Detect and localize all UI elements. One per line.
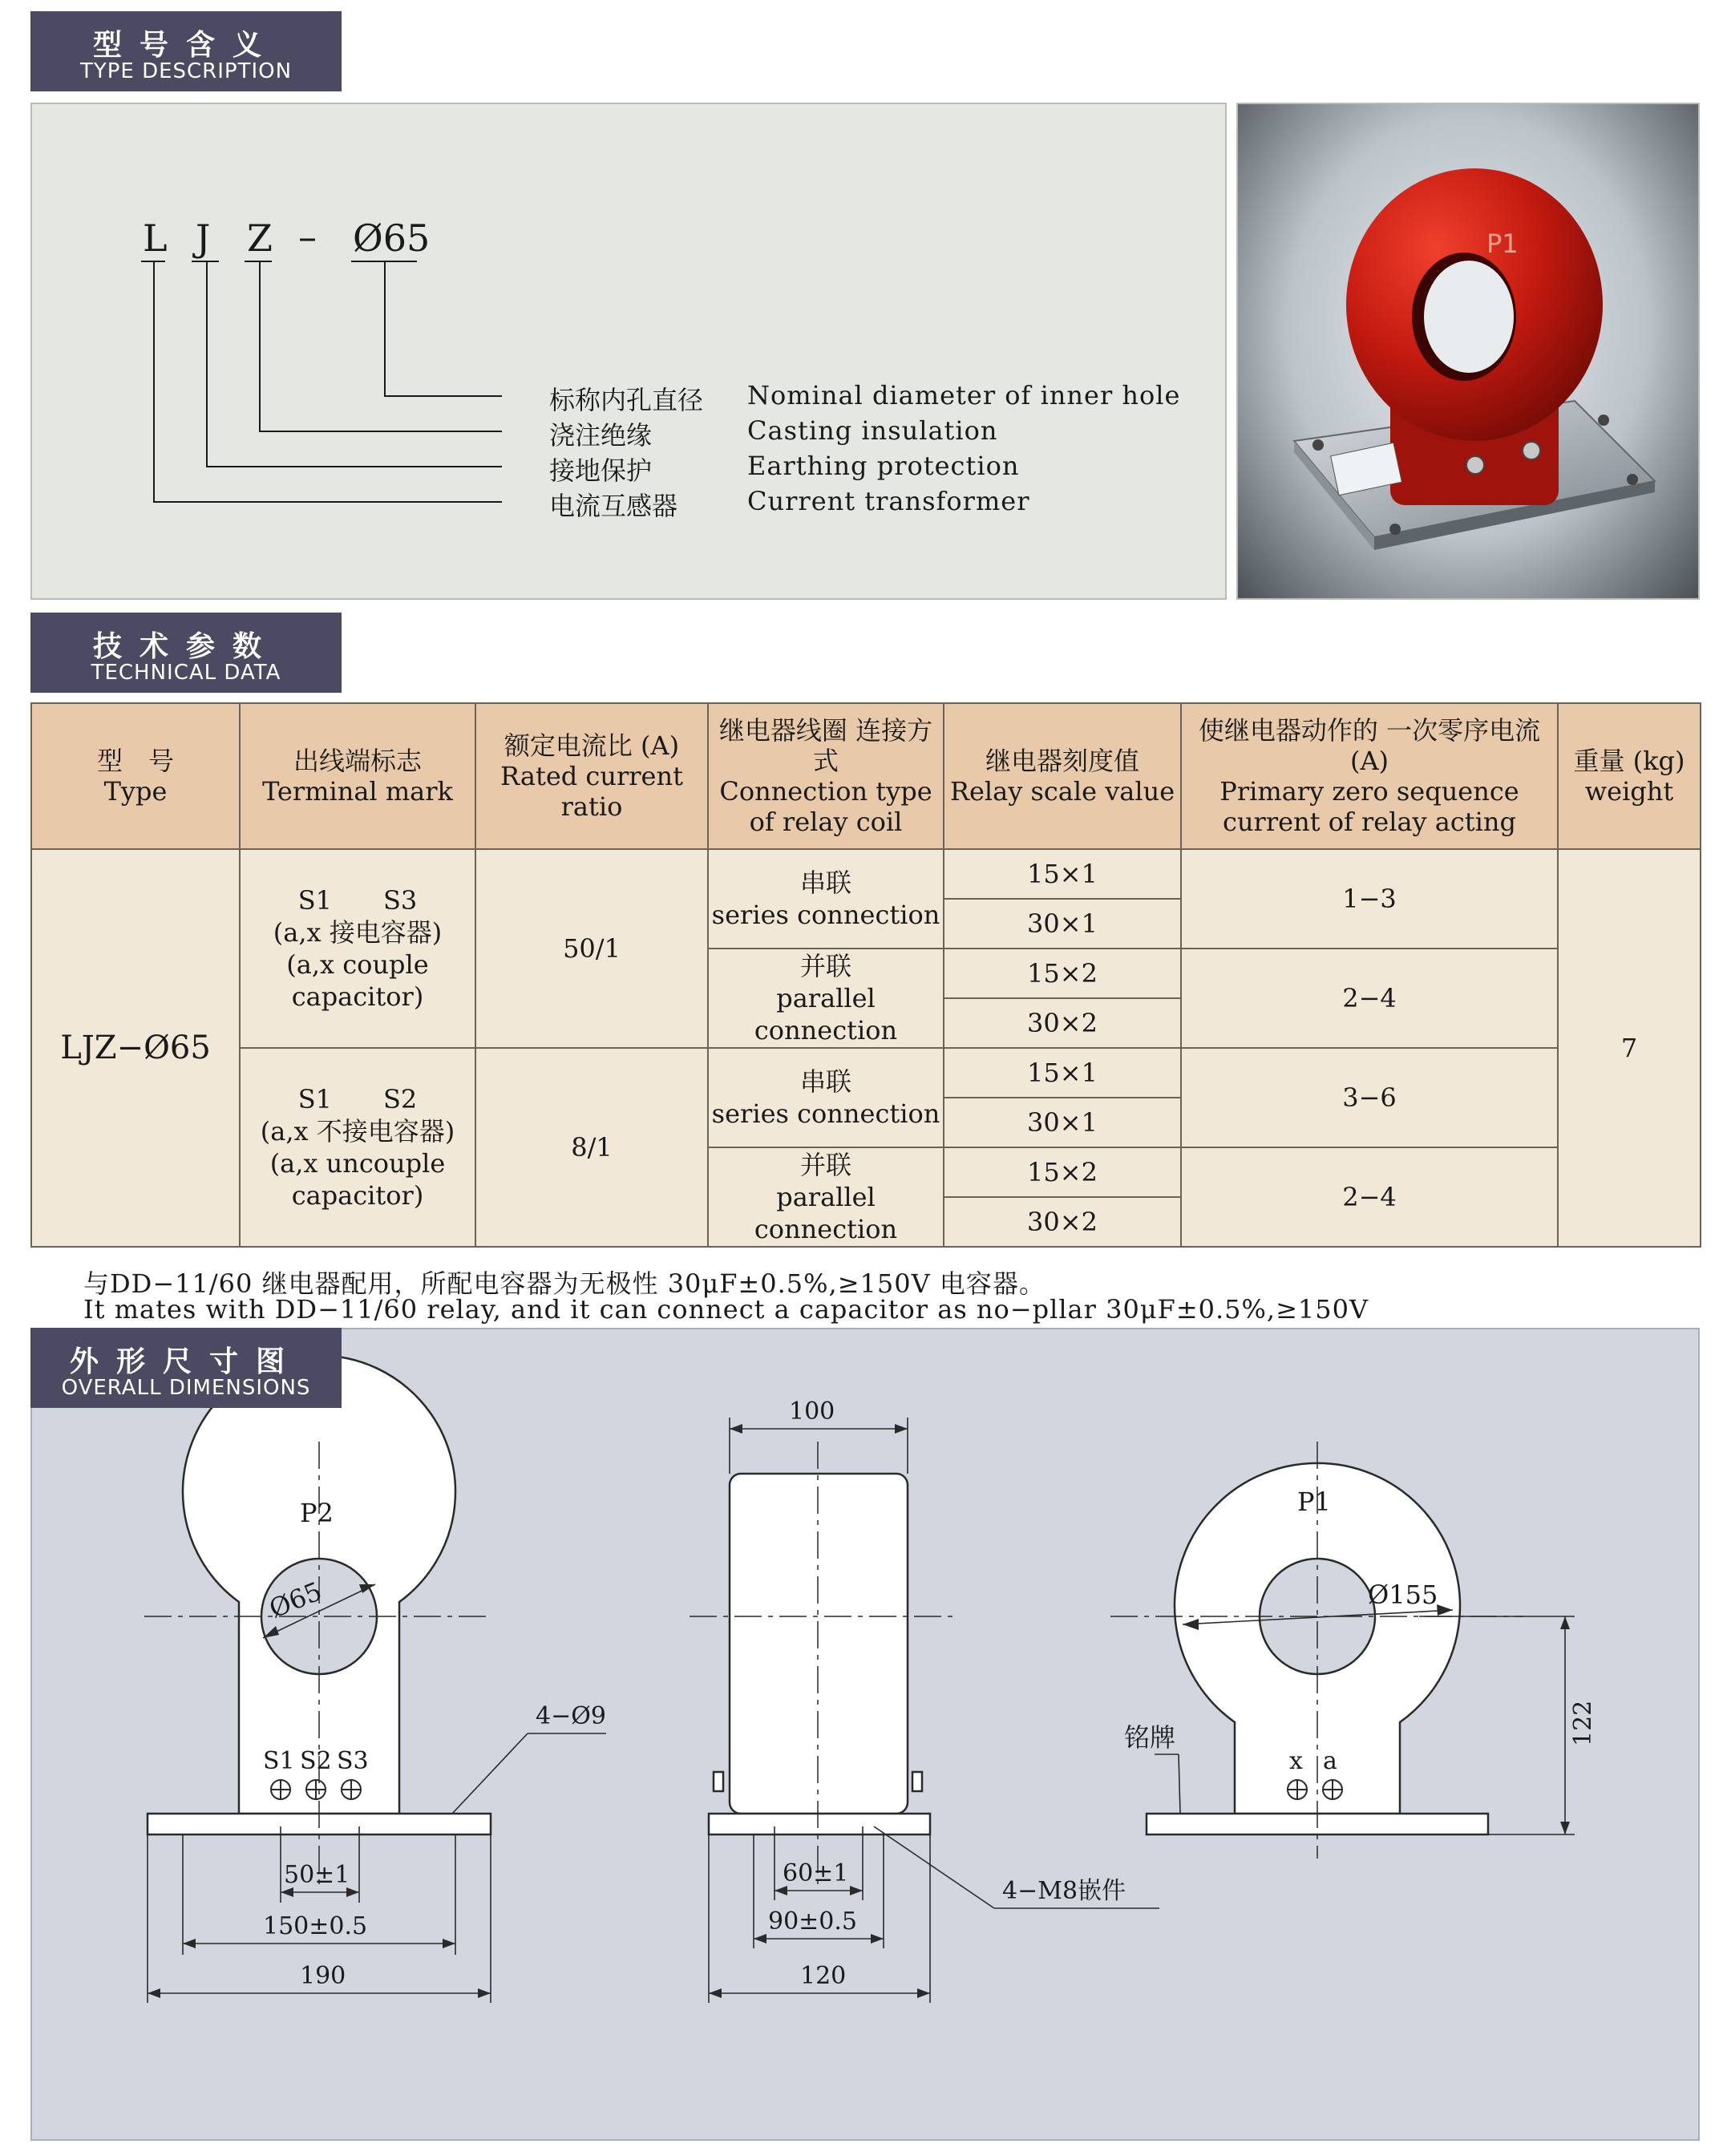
header-relay-scale: 继电器刻度值 Relay scale value [944,703,1181,849]
header-type: 型 号 Type [31,703,240,849]
meaning-zh-4: 电流互感器 [549,491,678,521]
section-tab-type-description [30,11,342,91]
connection-cell: 并联 parallel connection [708,949,944,1048]
section-title-zh: 外形尺寸图 [69,1345,302,1378]
front-terminal-s3: S3 [337,1747,369,1775]
front-dim-190: 190 [300,1962,346,1990]
section-tab-technical-data [30,613,342,693]
table-header-row [31,703,1701,849]
section-title-en: OVERALL DIMENSIONS [61,1376,311,1400]
meaning-zh-2: 浇注绝缘 [549,420,653,451]
code-dash: – [298,215,317,258]
meaning-en-4: Current transformer [747,486,1030,516]
photo-label-p1: P1 [1486,229,1519,259]
scale-cell: 30×1 [944,899,1181,949]
front-terminal-s2: S2 [300,1747,332,1775]
weight-value: 7 [1558,849,1701,1247]
table-row [31,849,1701,899]
front-label-p2: P2 [300,1498,334,1528]
rated-ratio-cell: 8/1 [475,1048,708,1247]
section-title-zh: 型号含义 [92,29,279,62]
scale-cell: 15×1 [944,1048,1181,1098]
front-holes-callout: 4−Ø9 [536,1702,606,1730]
dimension-drawing [32,1329,1701,2142]
rated-ratio-cell: 50/1 [475,849,708,1048]
code-letter-l: L [143,216,168,260]
current-cell: 1−3 [1181,849,1558,949]
meaning-en-1: Nominal diameter of inner hole [747,380,1181,411]
type-description-panel [30,103,1227,600]
terminal-mark-cell: S1 S2 (a,x 不接电容器) (a,x uncouple capacitor) [240,1048,475,1247]
scale-cell: 30×1 [944,1098,1181,1147]
note-en: It mates with DD−11/60 relay, and it can connect a capacitor as no−pllar 30μF±0.5%,≥150V [83,1294,1369,1325]
header-terminal-mark: 出线端标志 Terminal mark [240,703,475,849]
current-transformer-image [1238,104,1700,600]
header-primary-current: 使继电器动作的 一次零序电流(A) Primary zero sequence current of relay acting [1181,703,1558,849]
meaning-zh-1: 标称内孔直径 [549,385,704,415]
technical-data-table [30,702,1701,1248]
side-view-base [709,1814,930,1834]
dimensions-panel [30,1328,1700,2141]
current-cell: 2−4 [1181,949,1558,1048]
front-dim-150: 150±0.5 [263,1912,368,1940]
connection-cell: 并联 parallel connection [708,1147,944,1247]
header-weight: 重量 (kg) weight [1558,703,1701,849]
scale-cell: 15×2 [944,1147,1181,1197]
connection-cell: 串联 series connection [708,1048,944,1147]
code-diameter: Ø65 [353,216,431,260]
section-tab-overall-dimensions [30,1328,342,1408]
code-letter-j: J [196,216,211,260]
code-letter-z: Z [247,216,273,260]
side-dim-100: 100 [789,1398,835,1426]
side-dim-60: 60±1 [783,1859,849,1887]
side-dim-90: 90±0.5 [768,1907,858,1936]
scale-cell: 30×2 [944,998,1181,1048]
meaning-en-2: Casting insulation [747,415,998,446]
scale-cell: 15×1 [944,849,1181,899]
current-cell: 2−4 [1181,1147,1558,1247]
rear-height-122: 122 [1569,1700,1597,1746]
rear-dia-155: Ø155 [1368,1580,1438,1610]
section-title-en: TECHNICAL DATA [91,661,281,685]
scale-cell: 30×2 [944,1197,1181,1247]
rear-nameplate: 铭牌 [1124,1722,1176,1753]
header-connection-type: 继电器线圈 连接方式 Connection type of relay coil [708,703,944,849]
front-terminal-s1: S1 [263,1747,295,1775]
product-photo [1236,103,1700,600]
meaning-zh-3: 接地保护 [549,455,653,486]
rear-label-p1: P1 [1297,1487,1331,1517]
side-dim-120: 120 [800,1962,847,1990]
connection-cell: 串联 series connection [708,849,944,949]
current-cell: 3−6 [1181,1048,1558,1147]
front-dim-50: 50±1 [284,1861,350,1889]
terminal-mark-cell: S1 S3 (a,x 接电容器) (a,x couple capacitor) [240,849,475,1048]
note-zh: 与DD−11/60 继电器配用，所配电容器为无极性 30μF±0.5%,≥150V 电容器。 [83,1268,1046,1299]
type-value: LJZ−Ø65 [31,849,240,1247]
side-view-body [730,1474,908,1814]
section-title-zh: 技术参数 [92,630,279,663]
front-hole-dia: Ø65 [265,1576,326,1624]
rear-terminal-a: a [1323,1747,1337,1775]
meaning-en-3: Earthing protection [747,451,1020,481]
table-row [31,1048,1701,1098]
rear-terminal-x: x [1289,1747,1303,1775]
side-insert-callout: 4−M8嵌件 [1002,1877,1126,1905]
header-rated-ratio: 额定电流比 (A) Rated current ratio [475,703,708,849]
scale-cell: 15×2 [944,949,1181,998]
code-leader-lines [32,104,1228,601]
section-title-en: TYPE DESCRIPTION [79,59,293,83]
